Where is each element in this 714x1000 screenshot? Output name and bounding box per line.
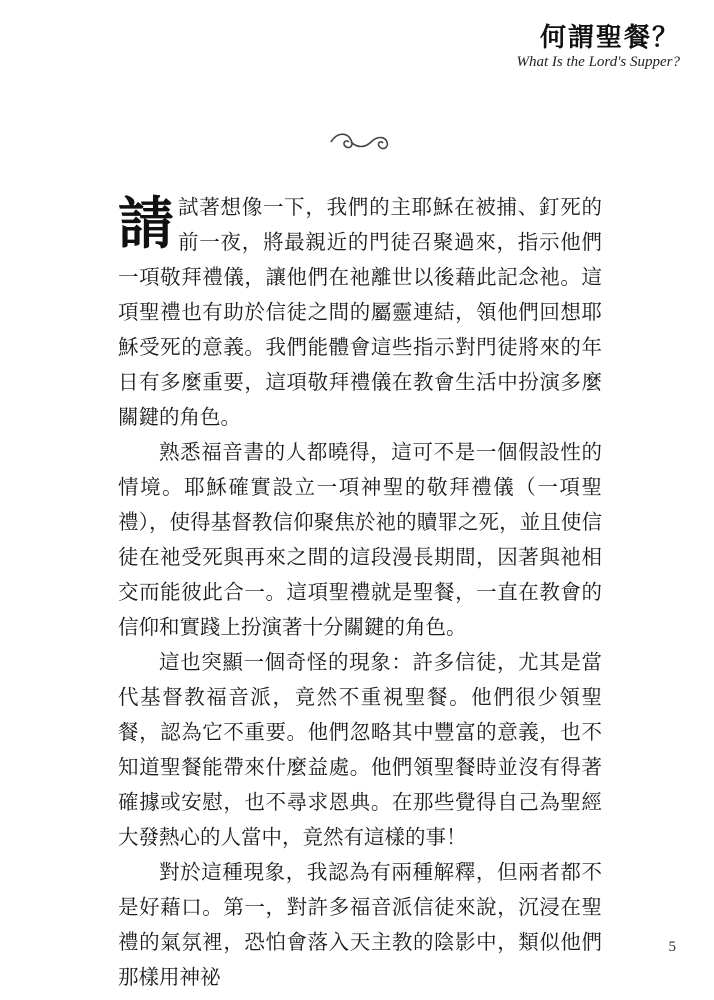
paragraph-1-text: 試著想像一下，我們的主耶穌在被捕、釘死的前一夜，將最親近的門徒召聚過來，指示他們一項敬拜禮儀，讓他們在祂離世以後藉此記念祂。這項聖禮也有助於信徒之間的屬靈連結，領他們回想耶穌受死的意義。我們能體會這些指示對門徒將來的年日有多麼重要，這項敬拜禮儀在教會生活中扮演多麼關鍵的角色。 (118, 195, 602, 429)
paragraph-1 (118, 190, 602, 435)
body-text (118, 190, 602, 995)
running-header (517, 22, 680, 70)
paragraph-3: 這也突顯一個奇怪的現象：許多信徒，尤其是當代基督教福音派，竟然不重視聖餐。他們很少領聖餐，認為它不重要。他們忽略其中豐富的意義，也不知道聖餐能帶來什麼益處。他們領聖餐時並沒有得著確據或安慰，也不尋求恩典。在那些覺得自己為聖經大發熱心的人當中，竟然有這樣的事！ (118, 650, 602, 849)
page-number: 5 (668, 939, 676, 955)
swirl-ornament-icon (327, 128, 391, 156)
chapter-title: 何謂聖餐？ (539, 23, 680, 53)
paragraph-4: 對於這種現象，我認為有兩種解釋，但兩者都不是好藉口。第一，對許多福音派信徒來說，沉浸在聖禮的氣氛裡，恐怕會落入天主教的陰影中，類似他們那樣用神祕 (118, 860, 602, 989)
paragraph-2: 熟悉福音書的人都曉得，這可不是一個假設性的情境。耶穌確實設立一項神聖的敬拜禮儀（一項聖禮），使得基督教信仰聚焦於祂的贖罪之死，並且使信徒在祂受死與再來之間的這段漫長期間，因著與祂相交而能彼此合一。這項聖禮就是聖餐，一直在教會的信仰和實踐上扮演著十分關鍵的角色。 (118, 440, 602, 639)
chapter-subtitle: What Is the Lord's Supper? (516, 54, 680, 70)
drop-cap: 請 (118, 191, 174, 257)
